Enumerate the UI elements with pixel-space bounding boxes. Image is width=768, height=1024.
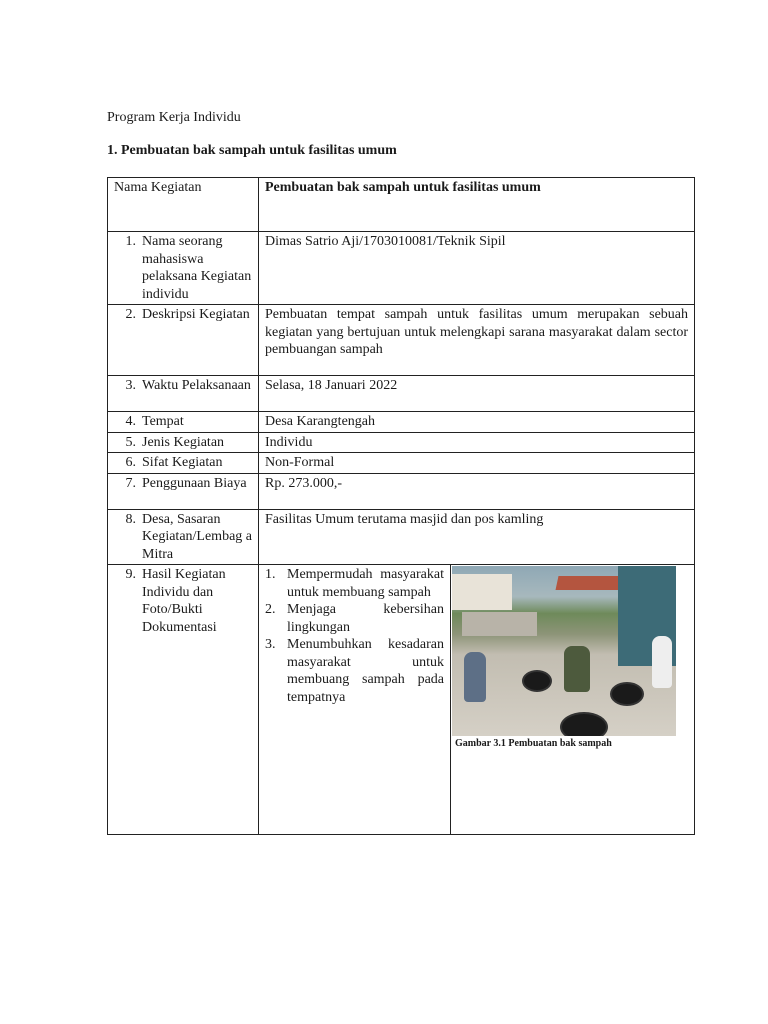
row-number: 2. bbox=[125, 307, 136, 322]
list-item-number: 2. bbox=[265, 602, 276, 617]
header-label-cell bbox=[108, 178, 259, 232]
row-label: Deskripsi Kegiatan bbox=[142, 307, 250, 322]
result-list-cell bbox=[259, 565, 451, 835]
table-row bbox=[108, 232, 695, 305]
row-value: Dimas Satrio Aji/1703010081/Teknik Sipil bbox=[265, 234, 506, 249]
list-item-text: Menumbuhkan kesadaran masyarakat untuk membuang sampah pada tempatnya bbox=[287, 637, 444, 705]
row-label: Nama seorang mahasiswa pelaksana Kegiatan individu bbox=[142, 234, 252, 302]
page-heading: Program Kerja Individu bbox=[107, 110, 241, 125]
list-item bbox=[265, 636, 444, 706]
row-value: Selasa, 18 Januari 2022 bbox=[265, 378, 398, 393]
photo-cell bbox=[451, 565, 695, 835]
photo-tire bbox=[522, 670, 552, 692]
row-value: Fasilitas Umum terutama masjid dan pos kamling bbox=[265, 511, 544, 527]
photo-house bbox=[452, 574, 512, 610]
list-item bbox=[265, 601, 444, 636]
row-label: Hasil Kegiatan Individu dan Foto/Bukti Dokumentasi bbox=[142, 567, 226, 635]
row-number: 1. bbox=[125, 234, 136, 249]
section-title: 1. Pembuatan bak sampah untuk fasilitas umum bbox=[107, 143, 397, 158]
list-item-text: Menjaga kebersihan lingkungan bbox=[287, 602, 444, 635]
result-row bbox=[108, 565, 695, 835]
row-number: 3. bbox=[125, 378, 136, 393]
result-list bbox=[265, 566, 444, 706]
row-number: 7. bbox=[125, 475, 136, 491]
row-number: 5. bbox=[125, 434, 136, 450]
list-item bbox=[265, 566, 444, 601]
header-label: Nama Kegiatan bbox=[114, 180, 202, 195]
table-header-row bbox=[108, 178, 695, 232]
photo-wall bbox=[462, 612, 537, 636]
row-number: 4. bbox=[125, 414, 136, 429]
row-value: Individu bbox=[265, 434, 313, 450]
row-number: 6. bbox=[125, 455, 136, 470]
row-value: Pembuatan tempat sampah untuk fasilitas umum merupakan sebuah kegiatan yang bertujuan untuk melengkapi sarana masyarakat dalam sector pembuangan sampah bbox=[265, 307, 689, 357]
table-row bbox=[108, 305, 695, 376]
row-label: Tempat bbox=[142, 414, 184, 429]
photo-person bbox=[652, 636, 672, 688]
documentation-photo bbox=[452, 566, 676, 736]
list-item-text: Mempermudah masyarakat untuk membuang sampah bbox=[287, 567, 444, 600]
table-row bbox=[108, 509, 695, 565]
row-number: 8. bbox=[125, 511, 136, 527]
header-value-cell bbox=[259, 178, 695, 232]
row-number: 9. bbox=[125, 567, 136, 582]
header-value: Pembuatan bak sampah untuk fasilitas umum bbox=[265, 180, 541, 195]
row-label: Sifat Kegiatan bbox=[142, 455, 223, 470]
row-label: Desa, Sasaran Kegiatan/Lembag a Mitra bbox=[142, 511, 253, 562]
table-row bbox=[108, 412, 695, 433]
activity-table bbox=[107, 177, 695, 835]
table-row bbox=[108, 432, 695, 453]
list-item-number: 1. bbox=[265, 567, 276, 582]
photo-person bbox=[464, 652, 486, 702]
photo-person bbox=[564, 646, 590, 692]
table-row bbox=[108, 453, 695, 474]
photo-caption: Gambar 3.1 Pembuatan bak sampah bbox=[455, 738, 612, 749]
list-item-number: 3. bbox=[265, 637, 276, 652]
row-value: Non-Formal bbox=[265, 455, 335, 470]
row-label: Waktu Pelaksanaan bbox=[142, 378, 251, 393]
photo-tire bbox=[560, 712, 608, 736]
row-value: Rp. 273.000,- bbox=[265, 475, 342, 491]
table-row bbox=[108, 473, 695, 509]
row-label: Penggunaan Biaya bbox=[142, 475, 247, 491]
row-label: Jenis Kegiatan bbox=[142, 434, 225, 450]
photo-tire bbox=[610, 682, 644, 706]
row-value: Desa Karangtengah bbox=[265, 414, 376, 429]
table-row bbox=[108, 376, 695, 412]
